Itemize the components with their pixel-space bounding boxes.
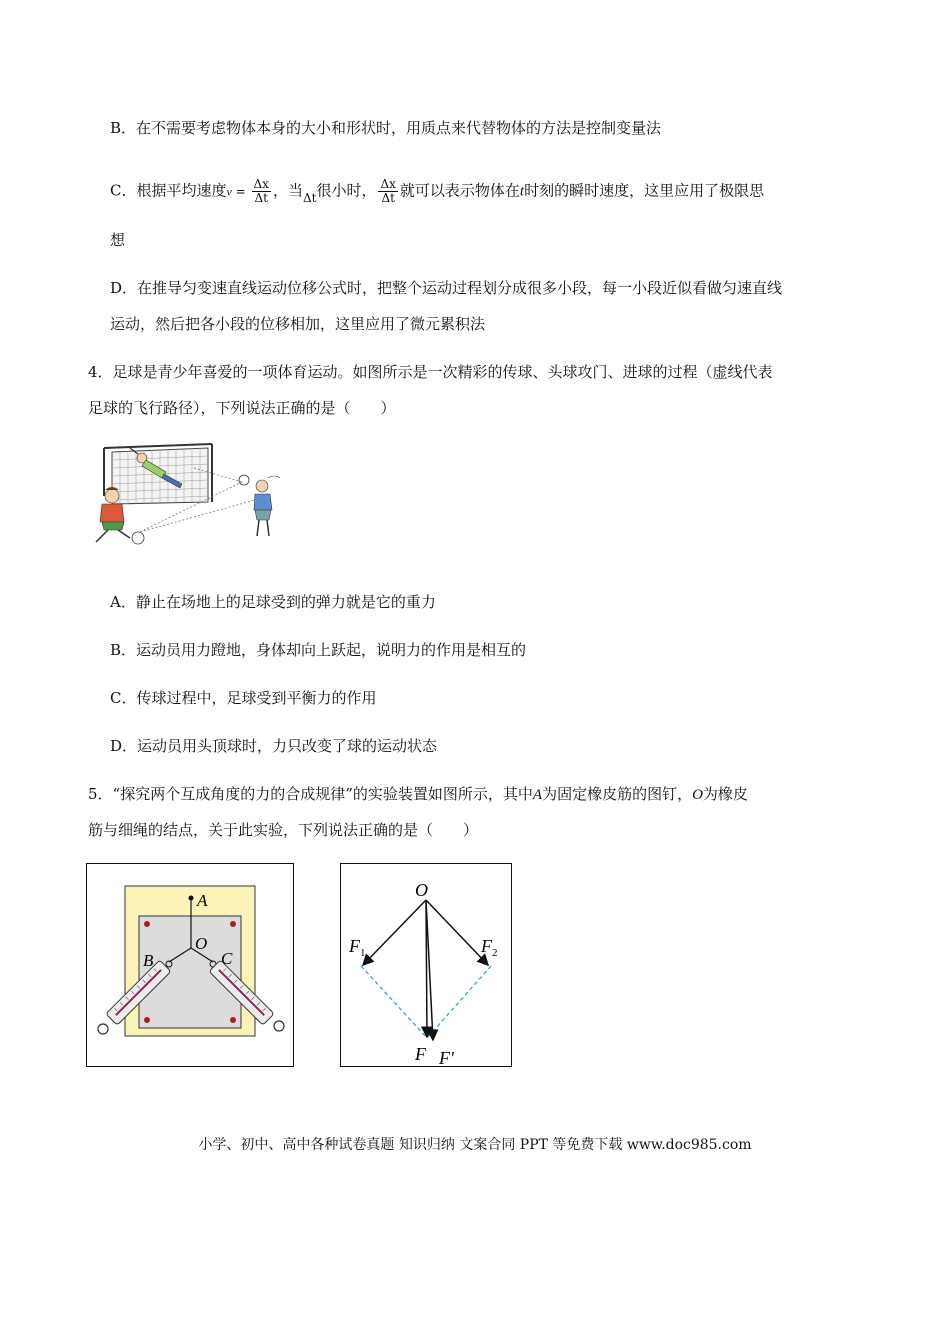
page-footer: 小学、初中、高中各种试卷真题 知识归纳 文案合同 PPT 等免费下载 www.doc985.com: [198, 1137, 752, 1153]
experiment-apparatus-figure: [86, 863, 294, 1067]
frac-numerator: Δx: [380, 177, 396, 191]
force-f1-arrow: [363, 900, 426, 965]
label-o: O: [195, 934, 208, 953]
q3-option-c-continued: 想: [110, 231, 126, 249]
label-b: B: [143, 951, 154, 970]
q3-c-t: t: [519, 183, 525, 200]
label-f2: $F_2$: [481, 936, 498, 959]
q3-option-d-line1: D．在推导匀变速直线运动位移公式时，把整个运动过程划分成很多小段，每一小段近似看做匀速直线: [110, 279, 783, 297]
ball-icon: [132, 532, 144, 544]
q3-option-b: B．在不需要考虑物体本身的大小和形状时，用质点来代替物体的方法是控制变量法: [110, 119, 662, 137]
q3-c-frac-2: [378, 178, 397, 205]
ball-icon: [239, 475, 249, 485]
q5-o: O: [692, 787, 703, 803]
q4-option-a: A．静止在场地上的足球受到的弹力就是它的重力: [110, 593, 436, 611]
q5-stem-line1: [88, 784, 748, 805]
q4-option-b: B．运动员用力蹬地，身体却向上跃起，说明力的作用是相互的: [110, 641, 527, 659]
label-c: C: [221, 949, 233, 968]
q3-c-prefix: C．根据平均速度: [110, 181, 227, 200]
q3-c-suffix: 时刻的瞬时速度，这里应用了极限思: [524, 181, 765, 200]
q5-mid: 为固定橡皮筋的图钉，: [542, 785, 693, 803]
force-parallelogram-figure: [340, 863, 512, 1067]
q3-c-mid3: 就可以表示物体在: [399, 181, 520, 200]
q3-c-frac-1: [252, 178, 271, 205]
frac-denominator: Δt: [254, 191, 268, 205]
label-f: F: [415, 1044, 426, 1064]
q4-stem-line2: 足球的飞行路径），下列说法正确的是（ ）: [88, 399, 396, 417]
label-f1: $F_1$: [349, 936, 366, 959]
q5-a: A: [532, 787, 543, 803]
q3-option-d-line2: 运动，然后把各小段的位移相加，这里应用了微元累积法: [110, 315, 486, 333]
q3-c-mid1: ，当: [272, 181, 303, 200]
label-a: A: [197, 891, 208, 910]
q3-c-v: v: [226, 184, 232, 199]
q3-c-mid2: 很小时，: [316, 181, 377, 200]
football-illustration: [82, 438, 292, 554]
q5-post: 为橡皮: [702, 785, 748, 803]
label-o: O: [415, 880, 428, 900]
heading-player: [254, 476, 280, 536]
q4-option-c: C．传球过程中，足球受到平衡力的作用: [110, 689, 377, 707]
q3-c-eq: =: [231, 184, 250, 199]
q5-pre: 5．“探究两个互成角度的力的合成规律”的实验装置如图所示，其中: [88, 785, 533, 803]
q5-stem-line2: 筋与细绳的结点，关于此实验，下列说法正确的是（ ）: [88, 821, 479, 839]
q4-stem-line1: 4．足球是青少年喜爱的一项体育运动。如图所示是一次精彩的传球、头球攻门、进球的过程（虚线代表: [88, 363, 773, 381]
label-f-prime: F′: [439, 1048, 454, 1066]
frac-numerator: Δx: [253, 177, 269, 191]
q3-c-dt: Δt: [302, 190, 317, 205]
q4-option-d: D．运动员用头顶球时，力只改变了球的运动状态: [110, 737, 438, 755]
q3-option-c: [110, 178, 764, 205]
force-f2-arrow: [426, 900, 488, 965]
frac-denominator: Δt: [381, 191, 395, 205]
